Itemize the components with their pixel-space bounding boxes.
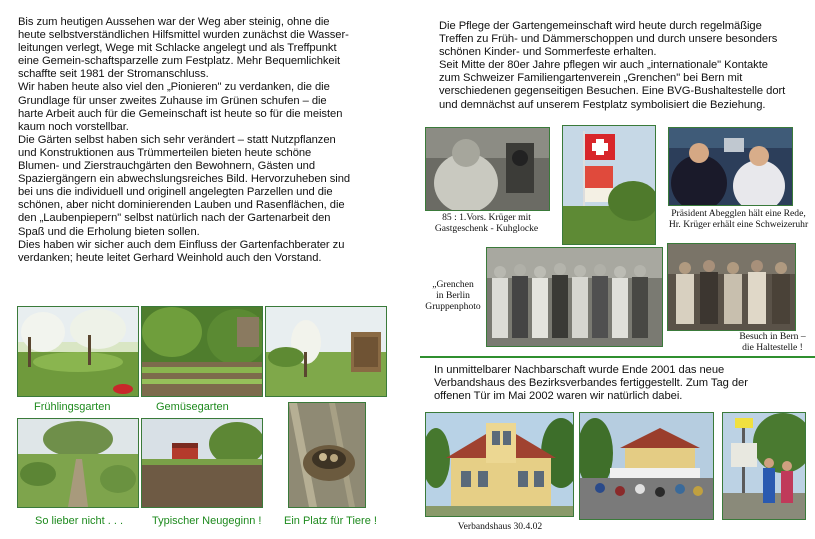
caption-verbandshaus: Verbandshaus 30.4.02 [457,521,543,532]
photo-president-speech [668,127,793,206]
caption-vegetable-garden: Gemüsegarten [156,401,229,413]
right-paragraph-top: Die Pflege der Gartengemeinschaft wird heute durch regelmäßige Treffen zu Früh- und Dämmerschoppen und durch unsere besonders schönen Kinder- und Sommerfeste erhalten. Seit Mitte der 80er Jahre pflegen wir auch „internationale" Kontakte zum Schweizer Familiengartenverein „Grenchen" bei Bern mit verschiedenen gegenseitigen Besuchen. Eine BVG-Bushaltestelle dort und demnächst auf unserem Festplatz symbolisiert die Beziehung. [439,20,786,111]
photo-typical-start [141,418,263,508]
caption-animals: Ein Platz für Tiere ! [284,515,377,527]
photo-vegetable-garden [141,306,263,397]
section-divider [420,356,815,358]
caption-group-photo: „Grenchen in Berlin Gruppenphoto [425,279,481,312]
photo-bus-stop [722,412,806,520]
photo-group [486,247,663,347]
right-paragraph-bottom: In unmittelbarer Nachbarschaft wurde Ende 2001 das neue Verbandshaus des Bezirksverbandes fertiggestellt. Zum Tag der offenen Tür im Mai 2002 waren wir natürlich dabei. [434,364,748,403]
photo-verbandshaus [425,412,574,517]
caption-typical-start: Typischer Neugeginn ! [152,515,262,527]
photo-visit-bern [667,243,796,331]
photo-kruger-bell [425,127,550,211]
photo-swiss-flags [562,125,656,245]
caption-visit-bern: Besuch in Bern – die Haltestelle ! [739,331,806,353]
photo-garden-arbor [265,306,387,397]
photo-spring-garden [17,306,139,397]
photo-open-house [579,412,714,520]
caption-president-speech: Präsident Abegglen hält eine Rede, Hr. Krüger erhält eine Schweizeruhr [668,208,809,230]
photo-bird-nest [288,402,366,508]
caption-spring-garden: Frühlingsgarten [34,401,111,413]
left-paragraph: Bis zum heutigen Aussehen war der Weg aber steinig, ohne die heute selbstverständlichen Hilfsmittel wurden zunächst die Wasser- leitungen verlegt, Wege mit Schlacke angelegt und als Treffpunkt eine Gemein-schaftsparzelle zum Festplatz. Mehr Bequemlichkeit schaffte seit 1981 der Stromanschluss. Wir haben heute also viel den „Pionieren" zu verdanken, die die Grundlage für unser zweites Zuhause im Grünen schufen – die harte Arbeit auch für die Gemeinschaft ist heute so für die meisten kaum noch vorstellbar. Die Gärten selbst haben sich sehr verändert – statt Nutzpflanzen und Konstruktionen aus Trümmerteilen bieten heute schöne Blumen- und Zierstrauchgärten den Bewohnern, Gästen und Spaziergängern ein abwechslungsreiches Bild. Hervorzuheben sind bei uns die individuell und originell angelegten Parzellen und die schönen, aber nicht dominierenden Lauben und Rasenflächen, die den „Laubenpiepern" selbst natürlich nach der Gartenarbeit den Spaß und die Erholung bieten sollen. Dies haben wir sicher auch dem Einfluss der Gartenfachberater zu verdanken; heute leitet Gerhard Weinhold auch den Vorstand. [18,16,351,264]
caption-not-like-this: So lieber nicht . . . [35,515,124,527]
caption-kruger-bell: 85 : 1.Vors. Krüger mit Gastgeschenk - Kuhglocke [434,212,539,234]
photo-not-like-this [17,418,139,508]
